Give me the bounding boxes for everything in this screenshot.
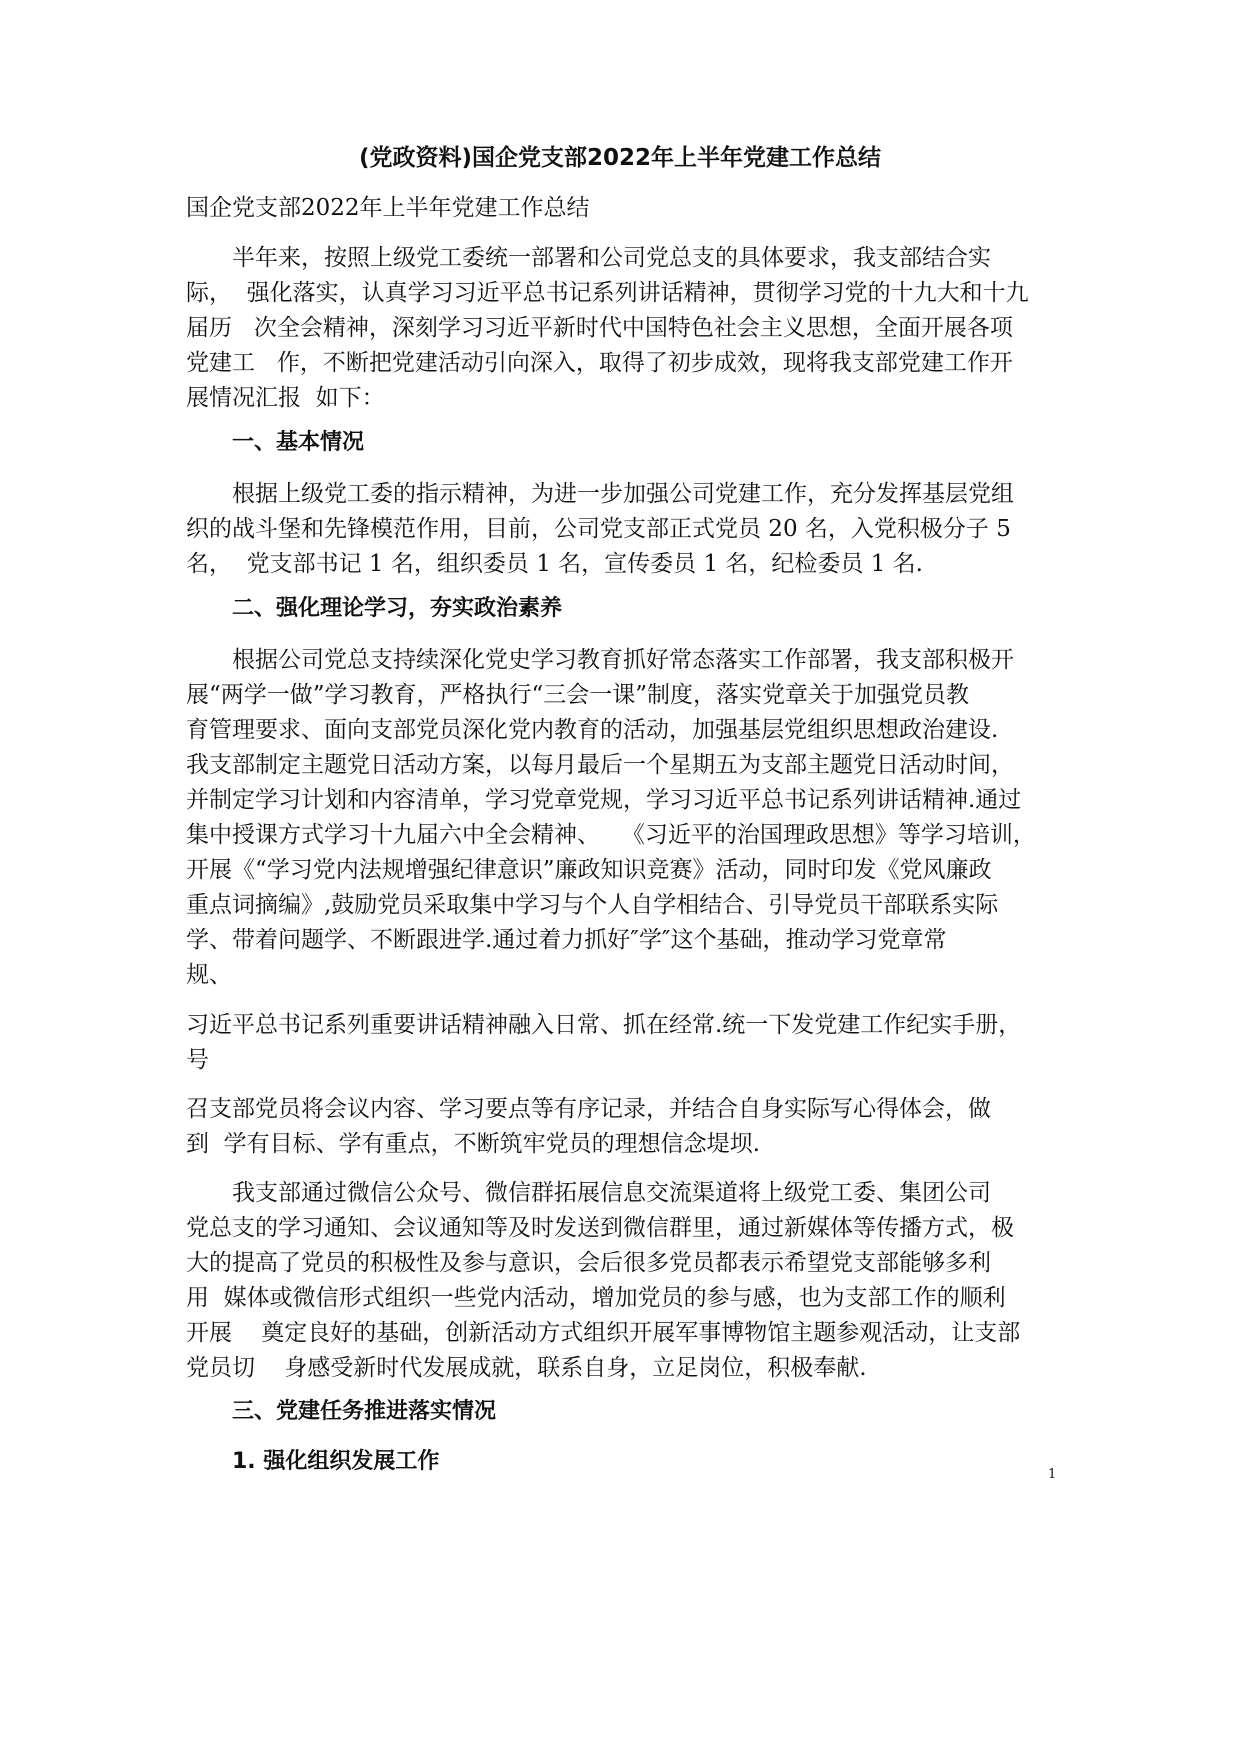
section-2-line: 规、	[186, 962, 232, 988]
section-1-line: 织的战斗堡和先锋模范作用，目前，公司党支部正式党员 20 名，入党积极分子 5	[186, 516, 1011, 542]
page-number: 1	[1048, 1467, 1057, 1482]
intro-line: 党建工 作，不断把党建活动引向深入，取得了初步成效，现将我支部党建工作开	[186, 350, 1013, 376]
document-subtitle: 国企党支部2022年上半年党建工作总结	[186, 195, 590, 221]
section-2-line: 党总支的学习通知、会议通知等及时发送到微信群里，通过新媒体等传播方式，极	[186, 1215, 1014, 1241]
section-2-line: 召支部党员将会议内容、学习要点等有序记录，并结合自身实际写心得体会，做	[186, 1096, 991, 1122]
section-2-line: 开展《“学习党内法规增强纪律意识”廉政知识竞赛》活动，同时印发《党风廉政	[186, 857, 992, 883]
section-2-line: 我支部通过微信公众号、微信群拓展信息交流渠道将上级党工委、集团公司	[232, 1180, 991, 1206]
section-3-heading: 三、党建任务推进落实情况	[232, 1399, 497, 1424]
intro-line: 半年来，按照上级党工委统一部署和公司党总支的具体要求，我支部结合实	[232, 245, 991, 271]
intro-line: 际， 强化落实，认真学习习近平总书记系列讲话精神，贯彻学习党的十九大和十九	[186, 280, 1029, 306]
section-3-subheading: 1. 强化组织发展工作	[232, 1449, 440, 1474]
section-1-line: 名， 党支部书记 1 名，组织委员 1 名，宣传委员 1 名，纪检委员 1 名.	[186, 551, 923, 577]
section-2-line: 开展 奠定良好的基础，创新活动方式组织开展军事博物馆主题参观活动，让支部	[186, 1320, 1021, 1346]
section-2-line: 重点词摘编》,鼓励党员采取集中学习与个人自学相结合、引导党员干部联系实际	[186, 892, 999, 918]
section-2-line: 到 学有目标、学有重点，不断筑牢党员的理想信念堤坝.	[186, 1131, 760, 1157]
section-2-line: 学、带着问题学、不断跟进学.通过着力抓好″学″这个基础，推动学习党章常	[186, 927, 947, 953]
section-2-line: 育管理要求、面向支部党员深化党内教育的活动，加强基层党组织思想政治建设.	[186, 717, 999, 743]
section-2-line: 根据公司党总支持续深化党史学习教育抓好常态落实工作部署，我支部积极开	[232, 647, 1014, 673]
section-2-line: 展“两学一做”学习教育，严格执行“三会一课”制度，落实党章关于加强党员教	[186, 682, 970, 708]
section-2-line: 并制定学习计划和内容清单，学习党章党规，学习习近平总书记系列讲话精神.通过	[186, 787, 1022, 813]
document-title: (党政资料)国企党支部2022年上半年党建工作总结	[358, 145, 882, 171]
section-1-line: 根据上级党工委的指示精神，为进一步加强公司党建工作，充分发挥基层党组	[232, 481, 1014, 507]
section-1-heading: 一、基本情况	[232, 430, 365, 455]
intro-line: 届历 次全会精神，深刻学习习近平新时代中国特色社会主义思想，全面开展各项	[186, 315, 1013, 341]
section-2-line: 大的提高了党员的积极性及参与意识，会后很多党员都表示希望党支部能够多利	[186, 1250, 991, 1276]
section-2-line: 用 媒体或微信形式组织一些党内活动，增加党员的参与感，也为支部工作的顺利	[186, 1285, 1006, 1311]
intro-line: 展情况汇报 如下：	[186, 385, 385, 411]
section-2-line: 我支部制定主题党日活动方案，以每月最后一个星期五为支部主题党日活动时间，	[186, 752, 1014, 778]
section-2-line: 号	[186, 1047, 209, 1073]
section-2-heading: 二、强化理论学习，夯实政治素养	[232, 596, 563, 621]
section-2-line: 集中授课方式学习十九届六中全会精神、 《习近平的治国理政思想》等学习培训，	[186, 822, 1036, 848]
section-2-line: 习近平总书记系列重要讲话精神融入日常、抓在经常.统一下发党建工作纪实手册，	[186, 1012, 1022, 1038]
section-2-line: 党员切 身感受新时代发展成就，联系自身，立足岗位，积极奉献.	[186, 1355, 867, 1381]
